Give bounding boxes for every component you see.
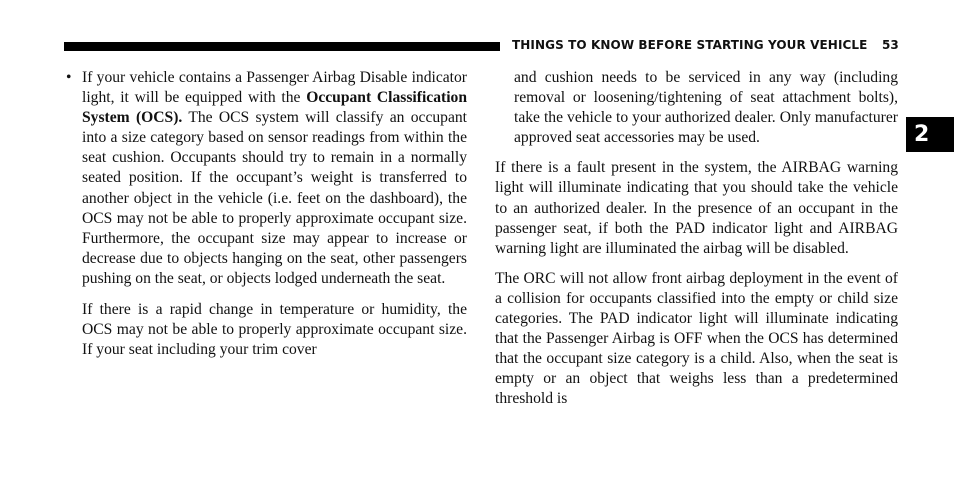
fault-paragraph: If there is a fault present in the system, the AIRBAG warning light will illuminate indicating that you should take the vehicle to an authorized dealer. In the presence of an occupant in the passenger seat, if both the PAD indicator light and AIRBAG warning light are illuminated the airbag will be disabled. xyxy=(495,159,898,257)
page-number: 53 xyxy=(882,38,899,52)
orc-paragraph: The ORC will not allow front airbag deployment in the event of a collision for occupants classified into the empty or child size categories. The PAD indicator light will illuminate indicating that the Passenger Airbag is OFF when the OCS has determined that the occupant size category is a child. Also, when the seat is empty or an object that weighs less than a predetermined threshold is xyxy=(495,269,898,408)
bullet-intro-text: If your vehicle contains a Passenger Airbag Disable indicator light, it will be equipped with the xyxy=(82,69,467,107)
header-rule xyxy=(64,42,500,51)
ocs-term: Occupant Classification System (OCS). xyxy=(82,89,467,127)
ocs-bullet-paragraph xyxy=(66,68,468,289)
running-header: THINGS TO KNOW BEFORE STARTING YOUR VEHICLE xyxy=(512,38,868,52)
chapter-tab: 2 xyxy=(906,117,954,152)
bullet-icon: • xyxy=(66,69,72,86)
right-column xyxy=(495,68,898,410)
left-column xyxy=(66,68,468,360)
bullet-body-text: The OCS system will classify an occupant into a size category based on sensor readings from within the seat cushion. Occupants should try to remain in a normally seated position. If the occupant’s weight is transferred to another object in the vehicle (i.e. feet on the dashboard), the OCS may not be able to properly approximate occupant size. Furthermore, the occupant size may appear to increase or decrease due to objects hanging on the seat, other passengers pushing on the seat, or objects lodged underneath the seat. xyxy=(82,109,468,287)
service-continuation-paragraph: and cushion needs to be serviced in any way (including removal or loosening/tightening of seat attachment bolts), take the vehicle to your authorized dealer. Only manufacturer approved seat accessories may be used. xyxy=(514,69,898,147)
temperature-paragraph: If there is a rapid change in temperature or humidity, the OCS may not be able to properly approximate occupant size. If your seat including your trim cover xyxy=(82,301,467,359)
